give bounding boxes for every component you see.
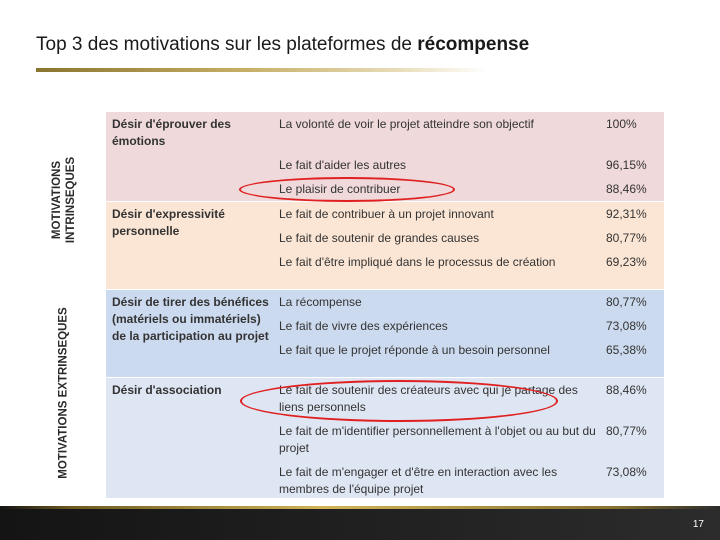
footer-bar	[0, 506, 720, 540]
page-number: 17	[692, 519, 704, 530]
motivation-description: Le plaisir de contribuer	[279, 182, 401, 196]
side-label-extrinseques	[38, 290, 90, 496]
motivation-description: Le fait de contribuer à un projet innovant	[279, 207, 494, 221]
motivation-description: Le fait de vivre des expériences	[279, 319, 448, 333]
motivation-value: 80,77%	[606, 231, 647, 245]
category-label: Désir d'expressivité personnelle	[112, 207, 225, 238]
motivation-value: 96,15%	[606, 158, 647, 172]
highlight-ellipse-plaisir	[239, 177, 455, 202]
motivation-description: Le fait de m'engager et d'être en interaction avec les membres de l'équipe projet	[279, 465, 558, 496]
motivation-description: Le fait de m'identifier personnellement à l'objet ou au but du projet	[279, 424, 596, 455]
side-label-extrinseques-text: MOTIVATIONS EXTRINSEQUES	[58, 307, 71, 479]
motivation-value: 88,46%	[606, 383, 647, 397]
motivation-value: 73,08%	[606, 465, 647, 479]
category-label: Désir de tirer des bénéfices (matériels ou immatériels) de la participation au projet	[112, 295, 269, 343]
motivation-value: 65,38%	[606, 343, 647, 357]
motivations-table	[106, 112, 664, 498]
motivation-description: Le fait que le projet réponde à un besoin personnel	[279, 343, 550, 357]
motivation-description: Le fait de soutenir de grandes causes	[279, 231, 480, 245]
motivation-description: Le fait de soutenir des créateurs avec qui je partage des liens personnels	[279, 383, 578, 414]
side-label-intrinseques	[38, 112, 90, 288]
motivation-value: 92,31%	[606, 207, 647, 221]
highlight-ellipse-createurs	[240, 380, 558, 422]
category-label: Désir d'association	[112, 383, 222, 397]
motivation-value: 73,08%	[606, 319, 647, 333]
group-expressivite	[106, 201, 664, 289]
motivation-value: 88,46%	[606, 182, 647, 196]
motivation-value: 100%	[606, 117, 637, 131]
group-benefices	[106, 289, 664, 377]
slide-title-strong: récompense	[417, 34, 530, 55]
motivation-description: La récompense	[279, 295, 362, 309]
motivation-description: Le fait d'aider les autres	[279, 158, 407, 172]
motivation-value: 80,77%	[606, 424, 647, 438]
side-label-intrinseques-text: MOTIVATIONS INTRINSEQUES	[51, 156, 77, 244]
slide-title-main: Top 3 des motivations sur les plateformes de	[36, 34, 412, 55]
motivation-description: Le fait d'être impliqué dans le processus de création	[279, 255, 556, 269]
motivation-value: 80,77%	[606, 295, 647, 309]
title-underline	[36, 68, 488, 72]
category-label: Désir d'éprouver des émotions	[112, 117, 231, 148]
slide-title	[36, 34, 529, 56]
motivation-description: La volonté de voir le projet atteindre son objectif	[279, 117, 534, 131]
motivation-value: 69,23%	[606, 255, 647, 269]
footer-accent-line	[0, 506, 720, 509]
